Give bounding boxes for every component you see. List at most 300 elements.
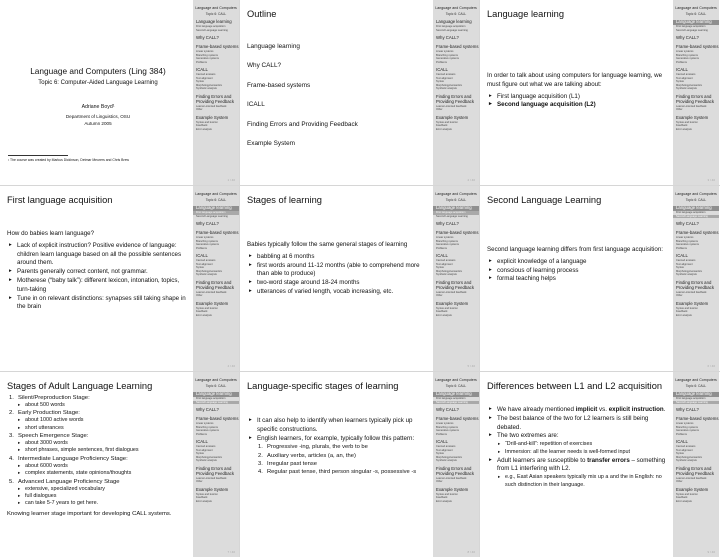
sidebar-subsection[interactable]: Canned answers [436, 445, 456, 449]
sidebar-subsection[interactable]: Synthetic analysis [676, 87, 697, 91]
sidebar-subsection[interactable]: Synthetic analysis [436, 87, 457, 91]
sidebar-subsection[interactable]: Error analysis [196, 313, 212, 317]
sidebar-subsection[interactable]: First language acquisition [676, 397, 706, 401]
sidebar-subsection[interactable]: Learner-oriented feedback [676, 104, 707, 108]
sidebar-subsection[interactable]: Syntax and lexicon [196, 492, 218, 496]
slide-title-text: Stages of Adult Language Learning [7, 381, 153, 391]
sidebar-subsection[interactable]: Synthetic analysis [676, 273, 697, 277]
sidebar-subsection[interactable]: Linear systems [676, 236, 694, 240]
sidebar [673, 0, 719, 185]
sidebar-section[interactable]: Language learning [193, 392, 239, 397]
emphasis: explicit instruction [608, 406, 664, 413]
sidebar-section[interactable]: Frame-based systems [196, 416, 239, 422]
course-subtitle: Topic 6: Computer-Aided Language Learning [38, 80, 158, 86]
bullet-item: ▸ The best balance of the two for L2 learners is still being debated. [487, 415, 671, 433]
sidebar-subsection[interactable]: Linear systems [196, 422, 214, 426]
bullet-item: ▸ formal teaching helps [487, 275, 671, 284]
sidebar-section[interactable]: Finding Errors and Providing Feedback [436, 93, 474, 104]
sidebar-subsection[interactable]: Morphology/semantics [436, 455, 462, 459]
bullet-item [487, 457, 671, 475]
sidebar-subsection[interactable]: Other [676, 108, 683, 112]
sidebar-section[interactable]: Why CALL? [676, 35, 699, 41]
sidebar-subsection[interactable]: Syntax and lexicon [436, 492, 458, 496]
slide-specific-stages[interactable] [240, 372, 479, 557]
sidebar-subsection[interactable]: Syntax [196, 452, 204, 456]
sidebar-subsection[interactable]: Second Language Learning [193, 401, 239, 405]
sidebar-section[interactable]: Example System [436, 114, 469, 120]
sidebar-subsection[interactable]: Learner-oriented feedback [436, 476, 467, 480]
sidebar-subsection[interactable]: Error analysis [436, 313, 452, 317]
sidebar-section[interactable]: ICALL [676, 439, 688, 445]
sidebar-subsection[interactable]: Learner-oriented feedback [196, 290, 227, 294]
sidebar-section[interactable]: Finding Errors and Providing Feedback [436, 279, 474, 290]
sidebar-subsection[interactable]: Syntax and lexicon [676, 492, 698, 496]
text-run: Adult learners are susceptible to [497, 456, 588, 464]
sidebar-subsection[interactable]: Morphology/semantics [676, 455, 702, 459]
outline-list [247, 44, 358, 147]
sidebar-subsection[interactable]: Feedback [676, 124, 688, 128]
sub-item: ▸ e.g., East Asian speakers typically mix up a and the in English: no such distinction in their language. [487, 474, 671, 489]
sidebar-subsection[interactable]: Feedback [436, 124, 448, 128]
sidebar [433, 372, 479, 557]
sidebar-topic: Topic 6: CALL [685, 198, 707, 203]
sidebar-subsection[interactable]: Text alignment [436, 448, 453, 452]
sidebar-subsection[interactable]: Generative systems [436, 429, 459, 433]
sidebar-subsection[interactable]: Synthetic analysis [676, 459, 697, 463]
bullet-item: ▸ Parents generally correct content, not grammar. [7, 268, 191, 277]
slide-body [487, 72, 671, 110]
sidebar-subsection[interactable]: Synthetic analysis [436, 459, 457, 463]
sidebar-section[interactable]: Why CALL? [436, 407, 459, 413]
ordered-item [7, 409, 193, 417]
sidebar-section[interactable]: Example System [436, 486, 469, 492]
sidebar-subsection[interactable]: Synthetic analysis [196, 273, 217, 277]
separator [0, 185, 720, 186]
sidebar-subsection[interactable]: Linear systems [436, 236, 454, 240]
sidebar-section[interactable]: Language learning [673, 392, 719, 397]
sidebar-subsection[interactable]: Branching systems [196, 53, 218, 57]
sidebar-subsection[interactable]: First language acquisition [433, 211, 479, 215]
page-number: 7 / 40 [227, 550, 235, 554]
sidebar-topic: Topic 6: CALL [205, 198, 227, 203]
slide-differences[interactable] [480, 372, 719, 557]
sidebar-section[interactable]: Language learning [433, 392, 479, 397]
sidebar-subsection[interactable]: Learner-oriented feedback [436, 104, 467, 108]
sidebar-section[interactable]: Example System [676, 114, 709, 120]
text-run: – something from L1 interfering with L2. [497, 456, 666, 473]
bullet-item: ▸ First language acquisition (L1) [487, 93, 671, 102]
sidebar-subsection[interactable]: Canned answers [676, 259, 696, 263]
sidebar-subsection[interactable]: Morphology/semantics [436, 269, 462, 273]
sidebar-subsection[interactable]: Generative systems [196, 429, 219, 433]
sidebar-subsection[interactable]: Branching systems [676, 425, 698, 429]
sidebar-subsection[interactable]: Error analysis [196, 127, 212, 131]
sidebar-subsection[interactable]: Second Language Learning [436, 214, 468, 218]
outline-item[interactable]: Frame-based systems [247, 81, 311, 89]
ordered-subitem: 4. Regular past tense, third person singular -s, possessive -s [258, 469, 417, 476]
ordered-subitem: 2. Auxiliary verbs, articles (a, an, the) [258, 452, 356, 459]
sidebar-course-title: Language and Computers [435, 6, 477, 10]
sidebar-subsection[interactable]: Generative systems [676, 57, 699, 61]
sub-item: ▸ Immersion: all the learner needs is well-formed input [487, 449, 671, 457]
sidebar-course-title: Language and Computers [195, 6, 237, 10]
sidebar-section[interactable]: ICALL [676, 253, 688, 259]
sidebar-section[interactable]: Why CALL? [436, 221, 459, 227]
sidebar-section[interactable]: Finding Errors and Providing Feedback [196, 93, 234, 104]
bullet-item: ▸ utterances of varied length, vocab increasing, etc. [247, 288, 431, 297]
sidebar-subsection[interactable]: First language acquisition [196, 25, 226, 29]
sidebar-subsection[interactable]: Morphology/semantics [676, 83, 702, 87]
sidebar-subsection[interactable]: Feedback [436, 496, 448, 500]
sub-item: ▸ extensive, specialized vocabulary [7, 486, 193, 493]
intro-text: In order to talk about using computers for language learning, we must figure out what we are talking about: [487, 72, 663, 88]
sidebar-subsection[interactable]: Canned answers [436, 259, 456, 263]
slide-body [7, 230, 191, 312]
sidebar-subsection[interactable]: Synthetic analysis [436, 273, 457, 277]
item-number: 3. [9, 433, 14, 440]
sidebar-subsection[interactable]: Canned answers [196, 73, 216, 77]
sidebar-section[interactable]: Why CALL? [676, 221, 699, 227]
bullet-item: ▸ Tune in on relevant distinctions: synapses still taking shape in the brain [7, 295, 191, 313]
sidebar-subsection[interactable]: Text alignment [196, 262, 213, 266]
sidebar-subsection[interactable]: Text alignment [676, 448, 693, 452]
outline-item[interactable]: Why CALL? [247, 62, 282, 70]
slide-title[interactable] [0, 0, 239, 185]
item-number: 5. [9, 478, 14, 485]
sidebar-subsection[interactable]: Feedback [676, 310, 688, 314]
page-number: 2 / 40 [467, 178, 475, 182]
page-number: 8 / 40 [467, 550, 475, 554]
sub-item: ▸ full dialogues [7, 493, 193, 500]
ordered-subitem-text: Progressive -ing, plurals, the verb to be [267, 444, 368, 451]
author: Adriane Boyd¹ [81, 104, 115, 110]
sidebar-subsection[interactable]: Feedback [196, 496, 208, 500]
sidebar-section[interactable]: Example System [196, 300, 229, 306]
sidebar-subsection[interactable]: Linear systems [436, 422, 454, 426]
sidebar-section[interactable]: ICALL [436, 439, 448, 445]
department: Department of Linguistics, OSU [65, 114, 131, 119]
sidebar-subsection[interactable]: Generative systems [196, 57, 219, 61]
sidebar-subsection[interactable]: Synthetic analysis [196, 459, 217, 463]
sidebar-subsection[interactable]: Learner-oriented feedback [196, 104, 227, 108]
slide-first-language[interactable] [0, 186, 239, 371]
sidebar-subsection[interactable]: Generative systems [436, 57, 459, 61]
item-label: Advanced Language Proficiency Stage [18, 478, 120, 485]
sidebar-subsection[interactable]: Syntax and lexicon [196, 306, 218, 310]
outline-item[interactable]: Example System [247, 140, 295, 148]
ordered-subitem-text: Auxiliary verbs, articles (a, an, the) [267, 452, 356, 459]
sidebar-section[interactable]: Why CALL? [196, 35, 219, 41]
sidebar-subsection[interactable]: Text alignment [436, 76, 453, 80]
sidebar-subsection[interactable]: Syntax [196, 80, 204, 84]
sidebar-subsection[interactable]: Problems [196, 246, 207, 250]
page-number: 5 / 40 [467, 364, 475, 368]
sidebar-subsection[interactable]: Text alignment [436, 262, 453, 266]
sidebar-subsection[interactable]: Error analysis [676, 313, 692, 317]
sidebar-subsection[interactable]: Other [676, 294, 683, 298]
sidebar-course-title: Language and Computers [195, 378, 237, 382]
sidebar-subsection[interactable]: Other [196, 108, 203, 112]
separator [0, 371, 720, 372]
ordered-subitem-text: Irregular past tense [267, 460, 317, 467]
sidebar-subsection[interactable]: Linear systems [676, 50, 694, 54]
sidebar-subsection[interactable]: Syntax [196, 266, 204, 270]
sidebar-section[interactable]: ICALL [676, 67, 688, 73]
sidebar-subsection[interactable]: Second Language Learning [436, 28, 468, 32]
sidebar-subsection[interactable]: Canned answers [676, 73, 696, 77]
sidebar-subsection[interactable]: Morphology/semantics [196, 83, 222, 87]
course-title: Language and Computers (Ling 384) [30, 66, 166, 76]
sidebar-subsection[interactable]: Branching systems [676, 53, 698, 57]
sidebar-subsection[interactable]: Learner-oriented feedback [196, 476, 227, 480]
sidebar-topic: Topic 6: CALL [205, 12, 227, 17]
sidebar-section[interactable]: Example System [436, 300, 469, 306]
slide-outline[interactable] [240, 0, 479, 185]
slide-language-learning[interactable] [480, 0, 719, 185]
sidebar-section[interactable]: Language learning [433, 206, 479, 211]
text-run: We have already mentioned [497, 406, 576, 413]
sidebar-subsection[interactable]: Syntax and lexicon [436, 120, 458, 124]
sidebar-subsection[interactable]: Syntax and lexicon [676, 306, 698, 310]
bullet-item: ▸ explicit knowledge of a language [487, 258, 671, 267]
sidebar-subsection[interactable]: Linear systems [436, 50, 454, 54]
sidebar-section[interactable]: Why CALL? [196, 407, 219, 413]
bullet-item: ▸ two-word stage around 18-24 months [247, 279, 431, 288]
sidebar-subsection[interactable]: Syntax [436, 266, 444, 270]
sidebar-subsection[interactable]: Text alignment [676, 262, 693, 266]
sidebar-subsection[interactable]: Second Language Learning [676, 28, 708, 32]
sidebar-subsection[interactable]: Morphology/semantics [196, 269, 222, 273]
sidebar-subsection[interactable]: Linear systems [196, 236, 214, 240]
sidebar-section[interactable]: ICALL [196, 67, 208, 73]
bullet-item: ▸ It can also help to identify when learners typically pick up specific constructions. [247, 417, 431, 435]
slide-title-text: Stages of learning [247, 195, 322, 205]
slide-adult-stages[interactable] [0, 372, 239, 557]
sidebar-topic: Topic 6: CALL [685, 384, 707, 389]
sidebar-section[interactable]: ICALL [196, 439, 208, 445]
sidebar-section[interactable]: Example System [676, 486, 709, 492]
sidebar-subsection[interactable]: First language acquisition [676, 25, 706, 29]
slide-main [4, 0, 192, 185]
sidebar-subsection[interactable]: Text alignment [196, 76, 213, 80]
ordered-item [7, 394, 193, 402]
sidebar [433, 0, 479, 185]
page-number: 4 / 40 [227, 364, 235, 368]
slide-body [247, 417, 431, 476]
sidebar-subsection[interactable]: Morphology/semantics [196, 455, 222, 459]
sidebar-section[interactable]: Why CALL? [436, 35, 459, 41]
sidebar-subsection[interactable]: Text alignment [676, 76, 693, 80]
sidebar-subsection[interactable]: Syntax [436, 80, 444, 84]
sidebar [193, 0, 239, 185]
sidebar [433, 186, 479, 371]
sidebar-subsection[interactable]: First language acquisition [193, 211, 239, 215]
sidebar-subsection[interactable]: Synthetic analysis [196, 87, 217, 91]
sidebar-topic: Topic 6: CALL [445, 12, 467, 17]
sidebar-subsection[interactable]: Problems [196, 432, 207, 436]
sidebar-topic: Topic 6: CALL [685, 12, 707, 17]
sidebar-subsection[interactable]: Text alignment [196, 448, 213, 452]
sidebar-section[interactable]: Frame-based systems [196, 44, 239, 50]
sidebar-section[interactable]: Frame-based systems [676, 230, 719, 236]
bullet-item [487, 406, 671, 415]
sidebar-section[interactable]: Language learning [673, 20, 719, 25]
sidebar-subsection[interactable]: Problems [676, 432, 687, 436]
sub-item: ▸ “Drill-and-kill”: repetition of exercises [487, 441, 671, 449]
sidebar-section[interactable]: Finding Errors and Providing Feedback [676, 465, 714, 476]
slide-main [244, 0, 432, 185]
sidebar-section[interactable]: Frame-based systems [436, 416, 479, 422]
sidebar-topic: Topic 6: CALL [205, 384, 227, 389]
sidebar-section[interactable]: Finding Errors and Providing Feedback [676, 279, 714, 290]
sidebar-subsection[interactable]: Error analysis [676, 499, 692, 503]
sidebar-section[interactable]: Language learning [436, 19, 472, 25]
sidebar-subsection[interactable]: Canned answers [436, 73, 456, 77]
sidebar-section[interactable]: Example System [676, 300, 709, 306]
slide-second-language[interactable] [480, 186, 719, 371]
sidebar-subsection[interactable]: Second Language Learning [196, 28, 228, 32]
slide-title-text: Language learning [487, 9, 565, 19]
bullet-item: ▸ first words around 11-12 months (able to comprehend more than able to produce) [247, 262, 431, 280]
sidebar-subsection[interactable]: Problems [196, 60, 207, 64]
sidebar-subsection[interactable]: Feedback [196, 124, 208, 128]
separator [239, 0, 240, 557]
sidebar-subsection[interactable]: Error analysis [436, 499, 452, 503]
outline-item[interactable]: ICALL [247, 101, 265, 109]
sidebar-subsection[interactable]: Other [196, 294, 203, 298]
sidebar-subsection[interactable]: Syntax [676, 266, 684, 270]
sidebar-subsection[interactable]: Error analysis [196, 499, 212, 503]
sidebar-subsection[interactable]: Syntax and lexicon [196, 120, 218, 124]
sub-item: ▸ about 1000 active words [7, 417, 193, 424]
sidebar-subsection[interactable]: Canned answers [676, 445, 696, 449]
sidebar-subsection[interactable]: Linear systems [676, 422, 694, 426]
sidebar-subsection[interactable]: Syntax and lexicon [436, 306, 458, 310]
sidebar-subsection[interactable]: Canned answers [196, 445, 216, 449]
sidebar-section[interactable]: Language learning [196, 19, 232, 25]
sidebar-subsection[interactable]: Generative systems [196, 243, 219, 247]
slide-title-text: Second Language Learning [487, 195, 602, 205]
sidebar-subsection[interactable]: Problems [676, 60, 687, 64]
outline-item[interactable]: Language learning [247, 43, 300, 50]
sidebar-subsection[interactable]: Branching systems [676, 239, 698, 243]
sidebar-section[interactable]: Finding Errors and Providing Feedback [196, 465, 234, 476]
sidebar-subsection[interactable]: Morphology/semantics [676, 269, 702, 273]
intro-text: Second language learning differs from first language acquisition: [487, 246, 663, 253]
sidebar-subsection[interactable]: Other [436, 480, 443, 484]
sidebar-subsection[interactable]: Other [436, 294, 443, 298]
sidebar-subsection[interactable]: Problems [436, 432, 447, 436]
sidebar-course-title: Language and Computers [195, 192, 237, 196]
sub-item: ▸ about 500 words [7, 402, 193, 409]
sidebar-section[interactable]: Frame-based systems [676, 416, 719, 422]
date: Autumn 2005 [84, 121, 112, 126]
sidebar-subsection[interactable]: First language acquisition [436, 397, 466, 401]
sidebar-subsection[interactable]: Branching systems [436, 53, 458, 57]
sidebar-subsection[interactable]: Other [436, 108, 443, 112]
sidebar-subsection[interactable]: First language acquisition [436, 25, 466, 29]
text-run: vs. [597, 406, 609, 413]
sidebar-subsection[interactable]: Second Language Learning [673, 215, 719, 219]
sidebar-subsection[interactable]: Other [676, 480, 683, 484]
sidebar-subsection[interactable]: First language acquisition [196, 397, 226, 401]
sidebar-section[interactable]: Finding Errors and Providing Feedback [436, 465, 474, 476]
sidebar-subsection[interactable]: First language acquisition [676, 211, 706, 215]
item-number: 2. [9, 410, 14, 417]
slide-main [484, 0, 672, 185]
outline-item[interactable]: Finding Errors and Providing Feedback [247, 120, 358, 128]
sidebar-section[interactable]: Frame-based systems [196, 230, 239, 236]
sidebar-section[interactable]: Why CALL? [196, 221, 219, 227]
sidebar-section[interactable]: Frame-based systems [436, 44, 479, 50]
sidebar-subsection[interactable]: Error analysis [436, 127, 452, 131]
footnote: ¹ The course was created by Markus Dickinson, Detmar Meurers and Chris Brew [8, 158, 129, 162]
sidebar-subsection[interactable]: Morphology/semantics [436, 83, 462, 87]
sidebar-subsection[interactable]: Syntax [436, 452, 444, 456]
sidebar-subsection[interactable]: Branching systems [436, 425, 458, 429]
bullet-item: ▸ babbling at 6 months [247, 253, 431, 262]
sidebar-subsection[interactable]: Problems [436, 60, 447, 64]
sidebar-subsection[interactable]: Generative systems [676, 429, 699, 433]
sidebar-section[interactable]: Finding Errors and Providing Feedback [676, 93, 714, 104]
sidebar-subsection[interactable]: Learner-oriented feedback [676, 476, 707, 480]
sidebar-subsection[interactable]: Feedback [436, 310, 448, 314]
sidebar-subsection[interactable]: Second Language Learning [673, 401, 719, 405]
sidebar-subsection[interactable]: Syntax and lexicon [676, 120, 698, 124]
sidebar-subsection[interactable]: Branching systems [196, 239, 218, 243]
sidebar-section[interactable]: Example System [196, 486, 229, 492]
sidebar-section[interactable]: Finding Errors and Providing Feedback [196, 279, 234, 290]
sidebar-subsection[interactable]: Linear systems [196, 50, 214, 54]
sidebar-section[interactable]: Language learning [193, 206, 239, 211]
sidebar-subsection[interactable]: Second Language Learning [433, 401, 479, 405]
sidebar-subsection[interactable]: Problems [676, 246, 687, 250]
sidebar-subsection[interactable]: Canned answers [196, 259, 216, 263]
sidebar-section[interactable]: Frame-based systems [436, 230, 479, 236]
sidebar-subsection[interactable]: Feedback [676, 496, 688, 500]
sidebar-section[interactable]: Language learning [673, 206, 719, 211]
sidebar-section[interactable]: Frame-based systems [676, 44, 719, 50]
intro-text: Babies typically follow the same general stages of learning [247, 241, 408, 248]
sidebar-topic: Topic 6: CALL [445, 384, 467, 389]
sidebar-subsection[interactable]: Syntax [676, 80, 684, 84]
slide-stages[interactable] [240, 186, 479, 371]
sidebar-section[interactable]: Example System [196, 114, 229, 120]
sidebar-subsection[interactable]: Branching systems [196, 425, 218, 429]
sidebar-subsection[interactable]: Generative systems [676, 243, 699, 247]
sidebar-subsection[interactable]: Syntax [676, 452, 684, 456]
sidebar-subsection[interactable]: Other [196, 480, 203, 484]
sidebar-section[interactable]: ICALL [196, 253, 208, 259]
slide-main [244, 186, 432, 371]
sidebar-subsection[interactable]: Branching systems [436, 239, 458, 243]
sidebar-section[interactable]: ICALL [436, 253, 448, 259]
sidebar-subsection[interactable]: Second Language Learning [196, 214, 228, 218]
sub-item: ▸ can take 5-7 years to get here. [7, 500, 193, 507]
sidebar-section[interactable]: Why CALL? [676, 407, 699, 413]
item-label: Silent/Preproduction Stage: [18, 395, 90, 401]
page-number: 3 / 40 [707, 178, 715, 182]
slide-main [4, 372, 192, 557]
sidebar-subsection[interactable]: Error analysis [676, 127, 692, 131]
sidebar-subsection[interactable]: Feedback [196, 310, 208, 314]
sidebar-subsection[interactable]: Problems [436, 246, 447, 250]
sidebar-subsection[interactable]: Generative systems [436, 243, 459, 247]
sidebar-subsection[interactable]: Learner-oriented feedback [436, 290, 467, 294]
sidebar-section[interactable]: ICALL [436, 67, 448, 73]
slide-title-text: Language-specific stages of learning [247, 381, 399, 391]
sidebar-subsection[interactable]: Learner-oriented feedback [676, 290, 707, 294]
